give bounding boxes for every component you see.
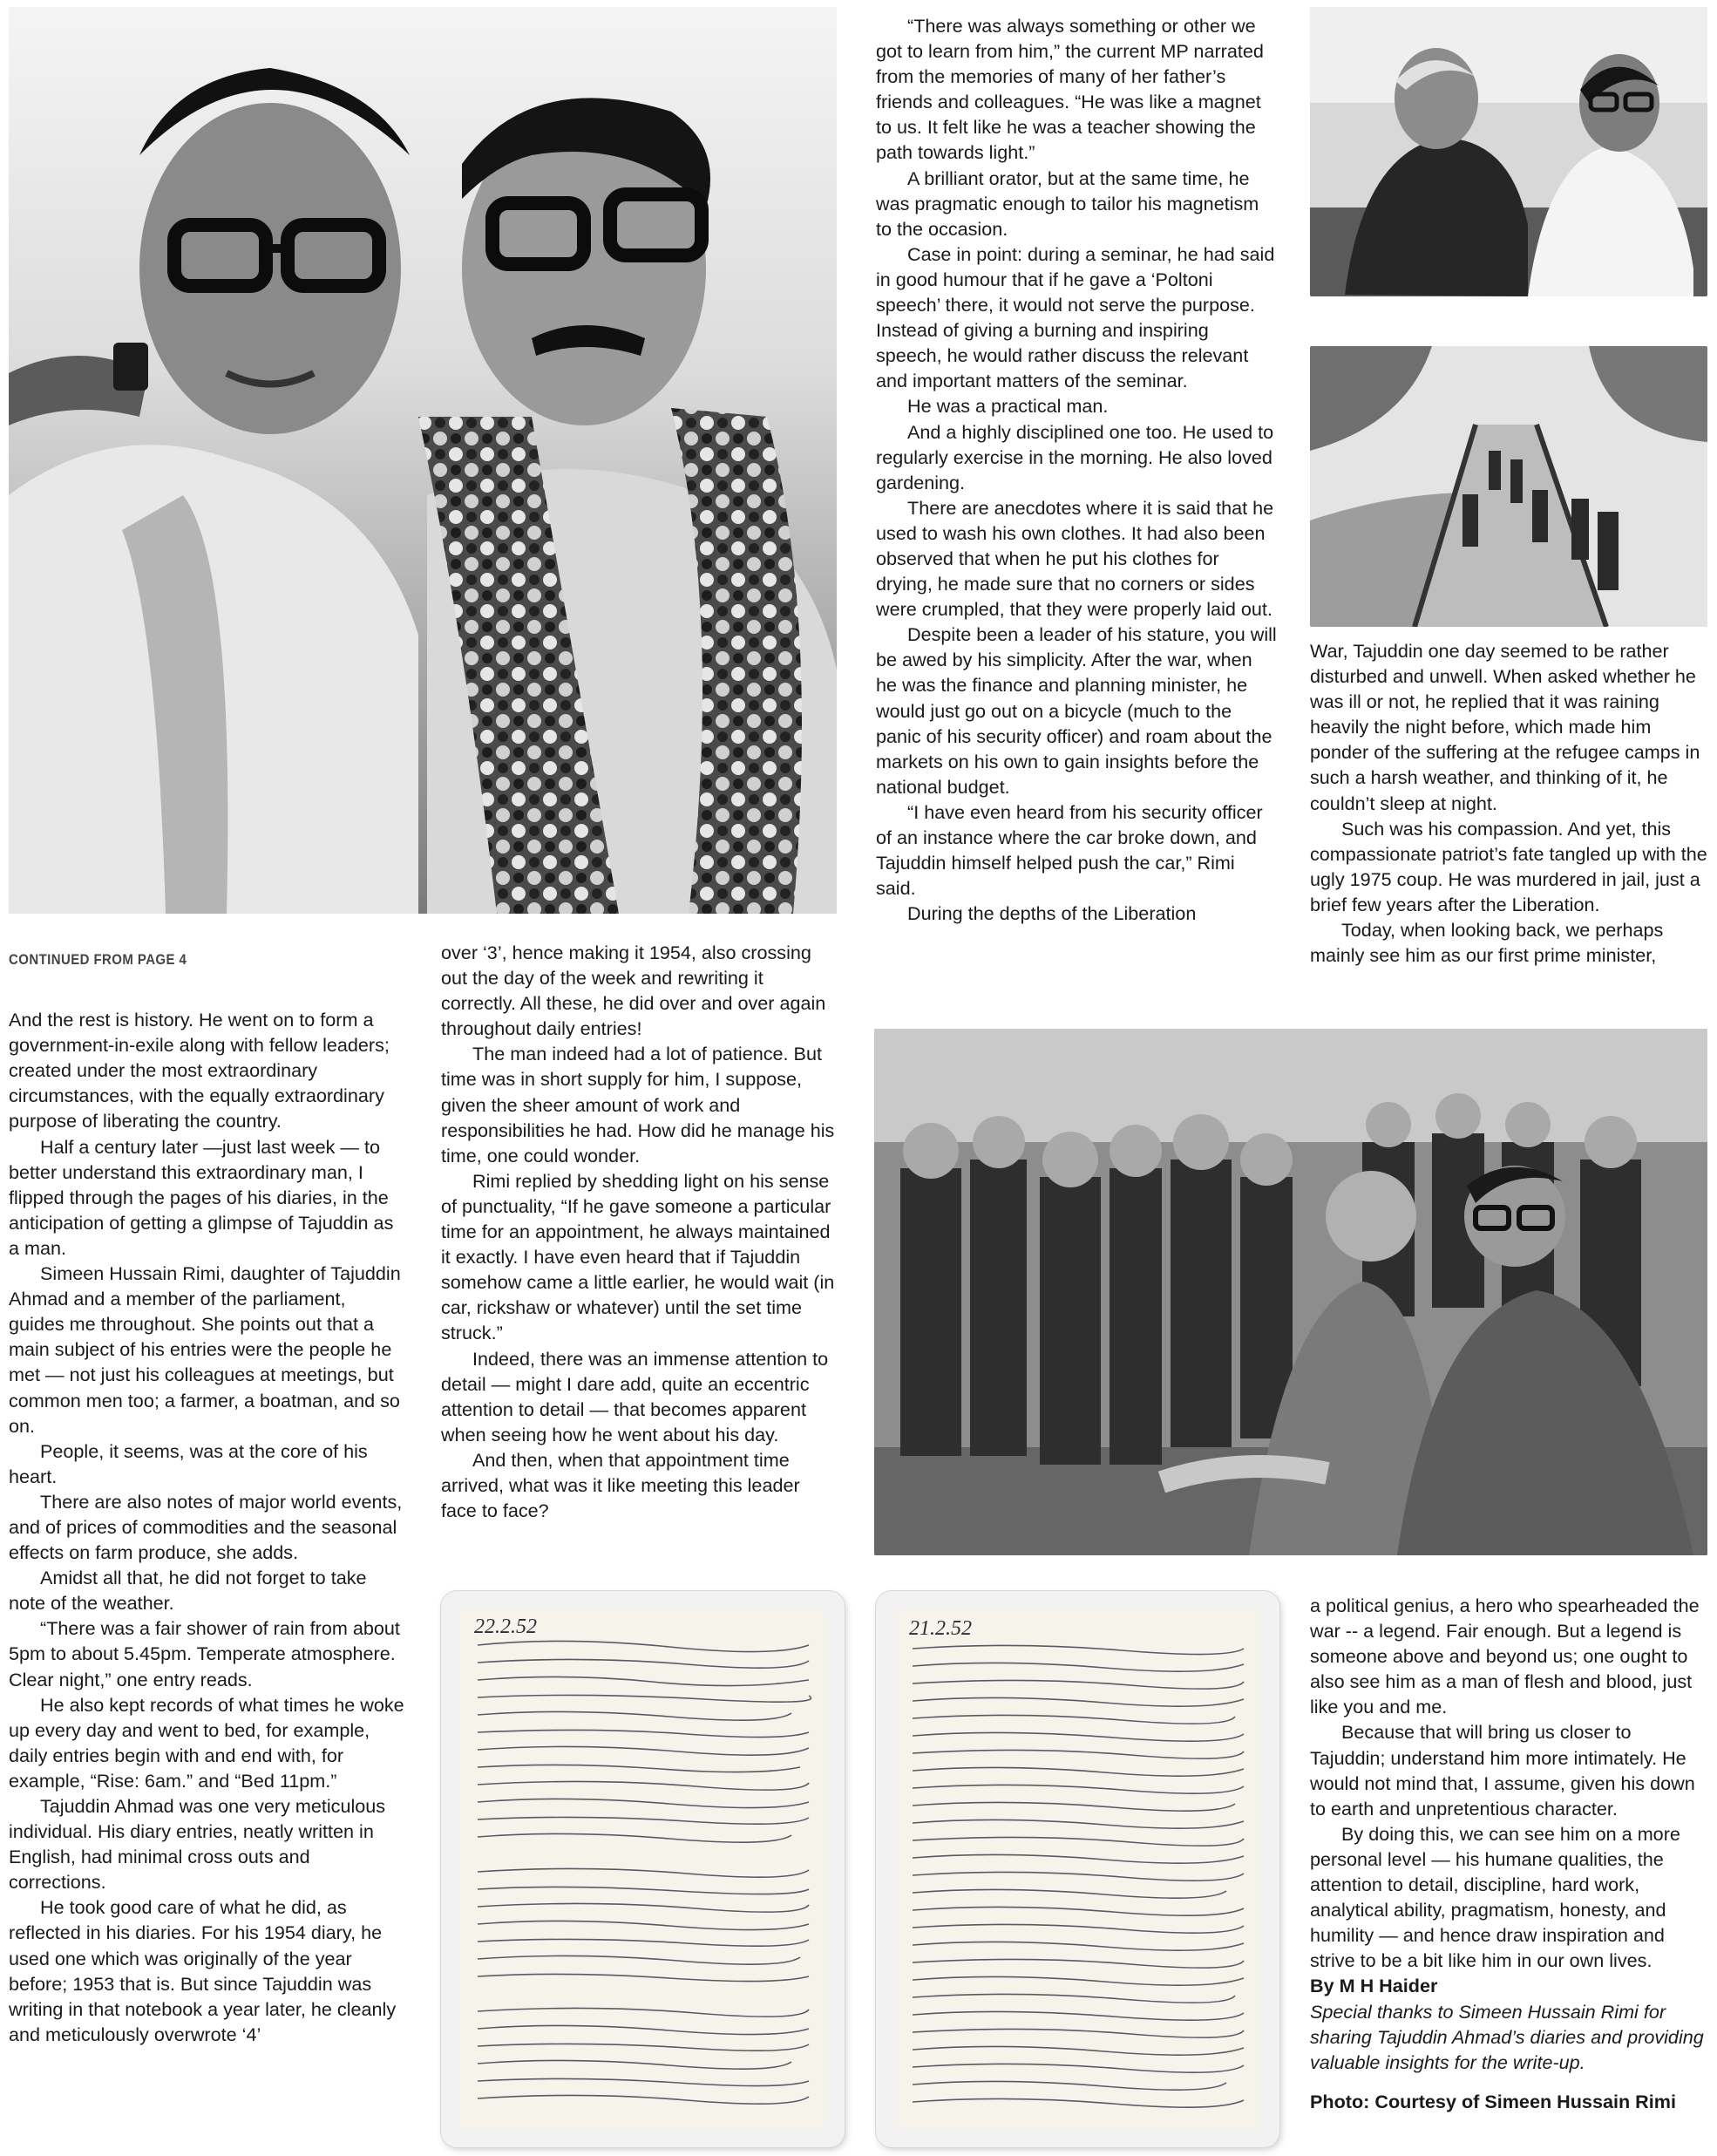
paragraph: And a highly disciplined one too. He used to regularly exercise in the morning. He also loved gardening. — [876, 420, 1274, 493]
paragraph: “There was a fair shower of rain from about 5pm to about 5.45pm. Temperate atmosphere. Clear night,” one entry reads. — [9, 1617, 400, 1690]
paragraph: Simeen Hussain Rimi, daughter of Tajuddin Ahmad and a member of the parliament, guides me throughout. She points out that a main subject of his entries were the people he met — not just his colleagues at meetings, but common men too; a farmer, a boatman, and so on. — [9, 1262, 401, 1437]
paragraph: Because that will bring us closer to Tajuddin; understand him more intimately. He would not mind that, I assume, given his down to earth and unpretentious character. — [1310, 1721, 1695, 1819]
crowd-handshake-photo — [874, 1029, 1707, 1555]
article-column-3 — [876, 13, 1277, 926]
paragraph: “I have even heard from his security officer of an instance where the car broke down, and Tajuddin himself helped push the car,” Rimi said. — [876, 800, 1263, 900]
paragraph: He was a practical man. — [907, 395, 1109, 418]
paragraph: The man indeed had a lot of patience. But time was in short supply for him, I suppose, given the sheer amount of work and responsibilities he had. How did he manage his time, one could wonder. — [441, 1043, 835, 1166]
continued-from-label: CONTINUED FROM PAGE 4 — [9, 951, 187, 968]
paragraph: There are also notes of major world events, and of prices of commodities and the seasonal effects on farm produce, she adds. — [9, 1490, 403, 1564]
paragraph: Rimi replied by shedding light on his sense of punctuality, “If he gave someone a particular time for an appointment, he always maintained it exactly. I have even heard that if Tajuddin somehow came a little earlier, he would wait (in car, rickshaw or whatever) until the set time struck.” — [441, 1169, 835, 1344]
handwriting-lines — [460, 1610, 825, 2128]
paragraph: Despite been a leader of his stature, you will be awed by his simplicity. After the war, when he was the finance and planning minister, he would just go out on a bicycle (much to the panic of his security officer) and roam about the markets on his own to gain insights before the national budget. — [876, 623, 1277, 798]
paragraph: Today, when looking back, we perhaps mainly see him as our first prime minister, — [1310, 919, 1664, 967]
acknowledgement: Special thanks to Simeen Hussain Rimi for sharing Tajuddin Ahmad’s diaries and providing valuable insights for the write-up. — [1310, 2000, 1704, 2073]
paragraph: Tajuddin Ahmad was one very meticulous individual. His diary entries, neatly written in English, had minimal cross outs and corrections. — [9, 1795, 386, 1894]
diary-page-surface — [895, 1610, 1260, 2128]
main-portrait-photo — [9, 7, 837, 914]
diary-date: 22.2.52 — [474, 1615, 537, 1638]
meeting-photo — [1310, 7, 1707, 296]
diary-page-surface — [460, 1610, 825, 2128]
paragraph: And then, when that appointment time arrived, what was it like meeting this leader face to face? — [441, 1448, 800, 1522]
paragraph: During the depths of the Liberation — [907, 902, 1197, 925]
paragraph: He took good care of what he did, as reflected in his diaries. For his 1954 diary, he used one which was originally of the year before; 1953 that is. But since Tajuddin was writing in that notebook a year later, he cleanly and meticulously overwrote ‘4’ — [9, 1896, 397, 2045]
diary-page-right — [876, 1591, 1279, 2147]
paragraph: By doing this, we can see him on a more personal level — his humane qualities, the attention to detail, discipline, hard work, analytical ability, pragmatism, honesty, and humility — and hence draw inspiration and strive to be a bit like him in our own lives. — [1310, 1822, 1680, 1972]
paragraph: People, it seems, was at the core of his heart. — [9, 1439, 368, 1487]
photo-credit: Photo: Courtesy of Simeen Hussain Rimi — [1310, 2090, 1676, 2112]
paragraph: War, Tajuddin one day seemed to be rather disturbed and unwell. When asked whether he was ill or not, he replied that it was raining heavily the night before, which made him ponder of the suffering at the refugee camps in such a harsh weather, and thinking of it, he couldn’t sleep at night. — [1310, 640, 1700, 814]
paragraph: Indeed, there was an immense attention to detail — might I dare add, quite an eccentric attention to detail — that becomes apparent when seeing how he went about his day. — [441, 1347, 829, 1445]
byline: By M H Haider — [1310, 1975, 1438, 1997]
bridge-photo — [1310, 346, 1707, 627]
paragraph: Case in point: during a seminar, he had said in good humour that if he gave a ‘Poltoni speech’ there, it would not serve the purpose. Instead of giving a burning and inspiring speech, he would rather discuss the relevant and important matters of the seminar. — [876, 242, 1275, 392]
handwriting-lines — [895, 1610, 1260, 2128]
diary-date: 21.2.52 — [909, 1617, 972, 1640]
article-column-1 — [9, 947, 405, 2047]
paragraph: a political genius, a hero who spearheaded the war -- a legend. Fair enough. But a legend is someone above and beyond us; one ought to also see him as a man of flesh and blood, just like you and me. — [1310, 1595, 1700, 1718]
paragraph: Amidst all that, he did not forget to take note of the weather. — [9, 1567, 367, 1615]
paragraph: He also kept records of what times he woke up every day and went to bed, for example, daily entries begin with and end with, for example, “Rise: 6am.” and “Bed 11pm.” — [9, 1693, 404, 1792]
paragraph: A brilliant orator, but at the same time, he was pragmatic enough to tailor his magnetism to the occasion. — [876, 167, 1259, 240]
paragraph: over ‘3’, hence making it 1954, also crossing out the day of the week and rewriting it correctly. All these, he did over and over again throughout daily entries! — [441, 942, 826, 1040]
paragraph: There are anecdotes where it is said that he used to wash his own clothes. It had also been observed that when he put his clothes for drying, he made sure that no corners or sides were crumpled, that they were properly laid out. — [876, 496, 1274, 621]
article-column-5 — [1310, 1593, 1711, 2114]
article-column-4 — [1310, 638, 1711, 968]
paragraph: “There was always something or other we got to learn from him,” the current MP narrated from the memories of many of her father’s friends and colleagues. “He was like a magnet to us. It felt like he was a teacher showing the path towards light.” — [876, 15, 1264, 164]
article-column-2 — [441, 940, 838, 1523]
diary-page-left — [441, 1591, 845, 2147]
paragraph: Such was his compassion. And yet, this compassionate patriot’s fate tangled up with the ugly 1975 coup. He was murdered in jail, just a brief few years after the Liberation. — [1310, 817, 1707, 915]
paragraph: Half a century later —just last week — to better understand this extraordinary man, I flipped through the pages of his diaries, in the anticipation of getting a glimpse of Tajuddin as a man. — [9, 1135, 394, 1259]
paragraph: And the rest is history. He went on to form a government-in-exile along with fellow leaders; created under the most extraordinary circumstances, with the equally extraordinary purpose of liberating the country. — [9, 1009, 390, 1132]
